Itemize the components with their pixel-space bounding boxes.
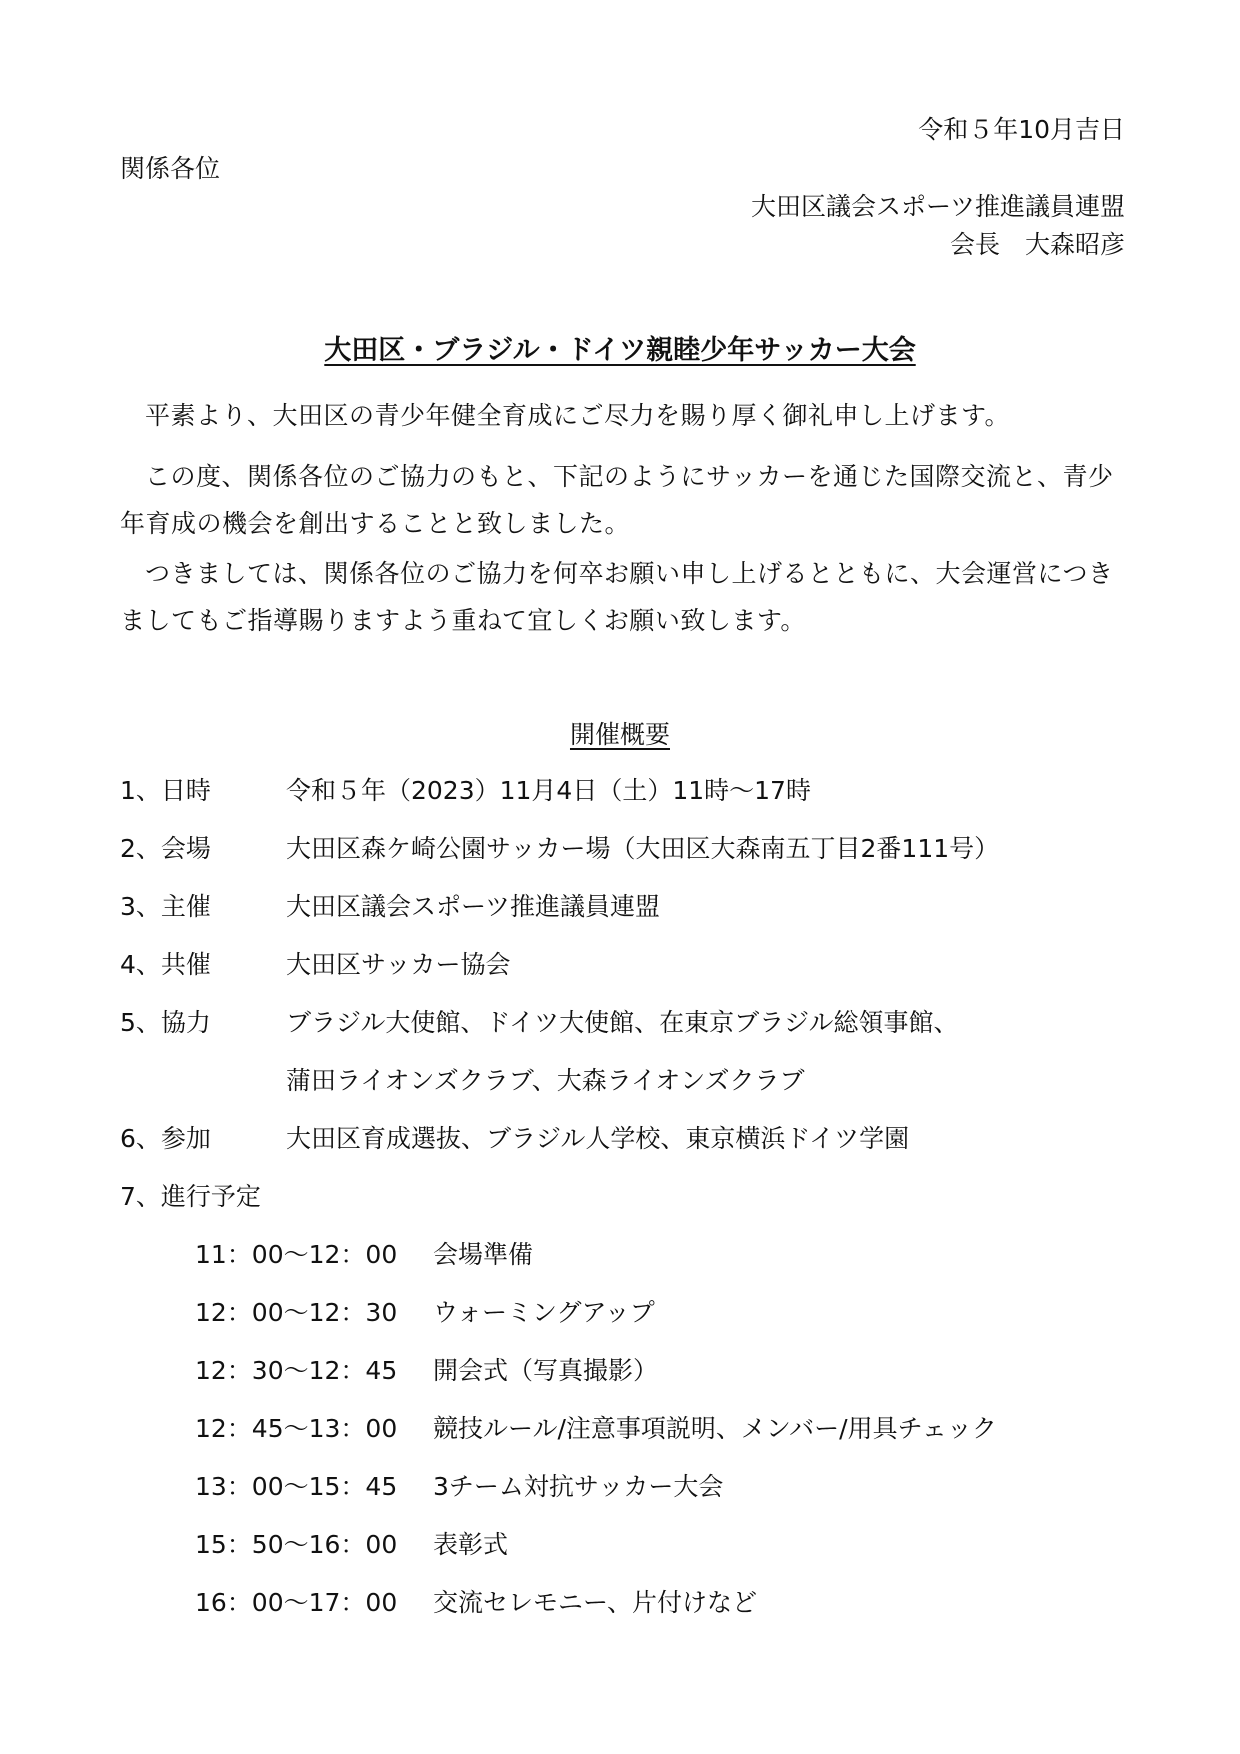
- item-label: 2、会場: [120, 834, 211, 863]
- item-label: 5、協力: [120, 1008, 211, 1037]
- schedule-time: 13：00〜15：45: [195, 1472, 398, 1501]
- schedule-activity: 3チーム対抗サッカー大会: [433, 1472, 724, 1501]
- item-value: 大田区議会スポーツ推進議員連盟: [286, 892, 661, 921]
- item-value: 蒲田ライオンズクラブ、大森ライオンズクラブ: [286, 1066, 805, 1095]
- schedule-activity: 競技ルール/注意事項説明、メンバー/用具チェック: [433, 1414, 997, 1443]
- document-title: 大田区・ブラジル・ドイツ親睦少年サッカー大会: [324, 335, 916, 366]
- greeting-paragraph: 平素より、大田区の青少年健全育成にご尽力を賜り厚く御礼申し上げます。: [145, 401, 1011, 430]
- item-label: 3、主催: [120, 892, 211, 921]
- schedule-activity: 交流セレモニー、片付けなど: [433, 1588, 758, 1617]
- schedule-time: 12：00〜12：30: [195, 1298, 398, 1327]
- schedule-activity: 表彰式: [433, 1530, 509, 1559]
- item-value: ブラジル大使館、ドイツ大使館、在東京ブラジル総領事館、: [286, 1008, 959, 1037]
- sender-organization: 大田区議会スポーツ推進議員連盟: [750, 192, 1125, 221]
- item-value: 令和５年（2023）11月4日（土）11時〜17時: [286, 776, 811, 805]
- item-label: 7、進行予定: [120, 1182, 261, 1211]
- schedule-time: 16：00〜17：00: [195, 1588, 398, 1617]
- schedule-time: 12：45〜13：00: [195, 1414, 398, 1443]
- item-label: 6、参加: [120, 1124, 211, 1153]
- schedule-activity: ウォーミングアップ: [433, 1298, 655, 1327]
- overview-heading: 開催概要: [569, 720, 670, 749]
- sender-person: 会長 大森昭彦: [949, 230, 1125, 259]
- schedule-time: 12：30〜12：45: [195, 1356, 398, 1385]
- schedule-activity: 開会式（写真撮影）: [433, 1356, 659, 1385]
- schedule-activity: 会場準備: [433, 1240, 534, 1269]
- schedule-time: 15：50〜16：00: [195, 1530, 398, 1559]
- item-value: 大田区育成選抜、ブラジル人学校、東京横浜ドイツ学園: [286, 1124, 910, 1153]
- issue-date: 令和５年10月吉日: [918, 115, 1125, 144]
- item-value: 大田区サッカー協会: [286, 950, 511, 979]
- item-label: 4、共催: [120, 950, 211, 979]
- purpose-paragraph: この度、関係各位のご協力のもと、下記のようにサッカーを通じた国際交流と、青少年育成の機会を創出することと致しました。: [120, 462, 1114, 538]
- item-label: 1、日時: [120, 776, 211, 805]
- item-value: 大田区森ケ崎公園サッカー場（大田区大森南五丁目2番111号）: [286, 834, 1000, 863]
- schedule-time: 11：00〜12：00: [195, 1240, 398, 1269]
- request-paragraph: つきましては、関係各位のご協力を何卒お願い申し上げるとともに、大会運営につきましてもご指導賜りますよう重ねて宜しくお願い致します。: [120, 559, 1114, 635]
- recipient: 関係各位: [120, 154, 221, 183]
